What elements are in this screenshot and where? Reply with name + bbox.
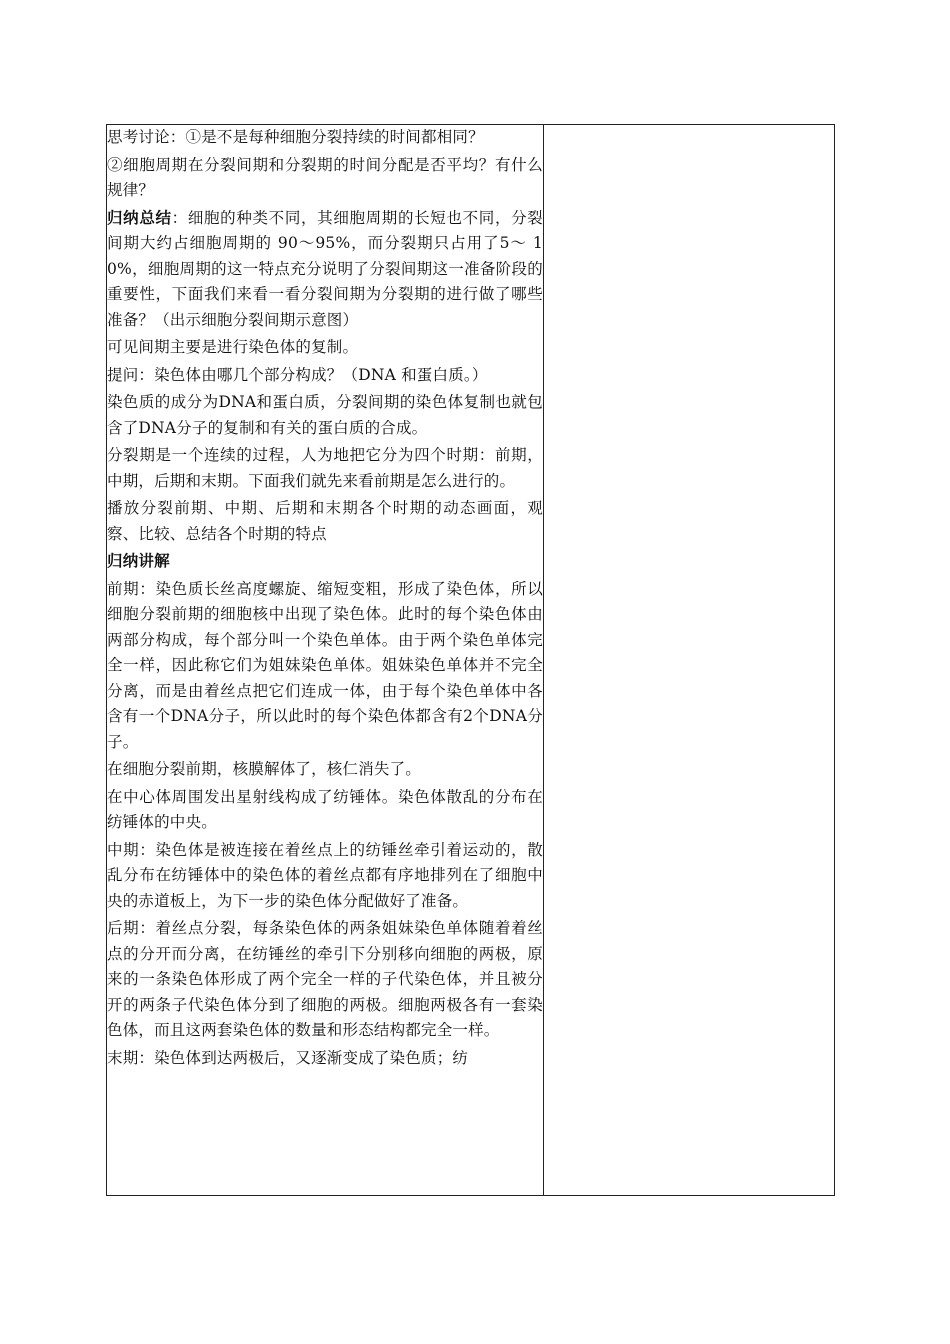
paragraph-chromatin: 染色质的成分为DNA和蛋白质，分裂间期的染色体复制也就包含了DNA分子的复制和有关的蛋白质的合成。 — [107, 393, 543, 437]
teaching-content-cell — [107, 125, 544, 1196]
lesson-table — [106, 124, 835, 1196]
table-row — [107, 125, 835, 1196]
paragraph-question: 提问：染色体由哪几个部分构成？（DNA 和蛋白质。） — [107, 365, 488, 384]
heading-explanation: 归纳讲解 — [107, 552, 170, 570]
paragraph-interphase: 可见间期主要是进行染色体的复制。 — [107, 338, 359, 356]
paragraph-anaphase: 后期：着丝点分裂，每条染色体的两条姐妹染色单体随着着丝点的分开而分离，在纺锤丝的牵引下分别移向细胞的两极，原来的一条染色体形成了两个完全一样的子代染色体，并且被分开的两条子代染色体分到了细胞的两极。细胞两极各有一套染色体，而且这两套染色体的数量和形态结构都完全一样。 — [107, 919, 543, 1039]
summary-label: 归纳总结 — [107, 208, 172, 227]
paragraph-animation: 播放分裂前期、中期、后期和末期各个时期的动态画面，观察、比较、总结各个时期的特点 — [107, 499, 543, 543]
paragraph-telophase: 末期：染色体到达两极后，又逐渐变成了染色质；纺 — [107, 1048, 469, 1067]
paragraph-mitosis-phases: 分裂期是一个连续的过程，人为地把它分为四个时期：前期，中期，后期和末期。下面我们就先来看前期是怎么进行的。 — [107, 446, 543, 490]
paragraph-nuclear-membrane: 在细胞分裂前期，核膜解体了，核仁消失了。 — [107, 760, 422, 778]
paragraph-spindle: 在中心体周围发出星射线构成了纺锤体。染色体散乱的分布在纺锤体的中央。 — [107, 787, 543, 831]
summary-text: ：细胞的种类不同，其细胞周期的长短也不同，分裂间期大约占细胞周期的 90～95%，而分裂期只占用了5～ 10%，细胞周期的这一特点充分说明了分裂间期这一准备阶段的重要性，下面我们来看一看分裂间期为分裂期的进行做了哪些准备？（出示细胞分裂间期示意图） — [107, 208, 543, 329]
paragraph-summary — [107, 206, 543, 334]
paragraph-metaphase: 中期：染色体是被连接在着丝点上的纺锤丝牵引着运动的，散乱分布在纺锤体中的染色体的着丝点都有序地排列在了细胞中央的赤道板上，为下一步的染色体分配做好了准备。 — [107, 840, 543, 910]
paragraph-discussion-2: ②细胞周期在分裂间期和分裂期的时间分配是否平均？有什么规律？ — [107, 155, 543, 199]
notes-cell — [544, 125, 835, 1196]
paragraph-discussion-1: 思考讨论：①是不是每种细胞分裂持续的时间都相同？ — [107, 128, 484, 146]
paragraph-prophase: 前期：染色质长丝高度螺旋、缩短变粗，形成了染色体，所以细胞分裂前期的细胞核中出现了染色体。此时的每个染色体由两部分构成，每个部分叫一个染色单体。由于两个染色单体完全一样，因此称它们为姐妹染色单体。姐妹染色单体并不完全分离，而是由着丝点把它们连成一体，由于每个染色单体中各含有一个DNA分子，所以此时的每个染色体都含有2个DNA分子。 — [107, 579, 543, 751]
